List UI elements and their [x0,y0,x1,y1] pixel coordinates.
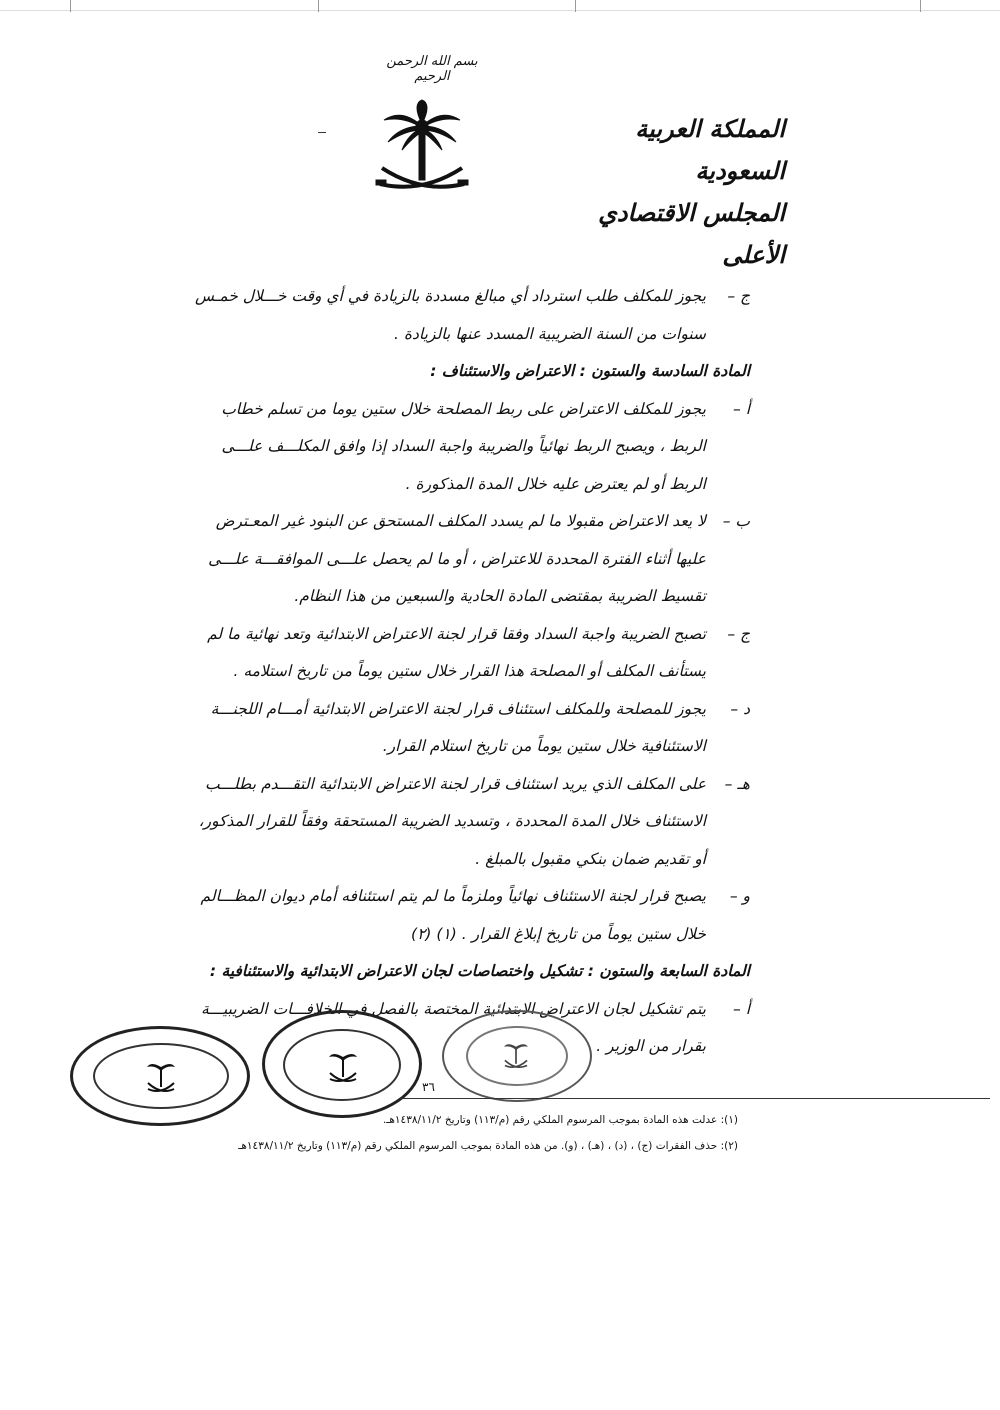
clause-text: يجوز للمكلف الاعتراض على ربط المصلحة خلال ستين يوما من تسلم خطاب [221,399,706,418]
article-66-heading: المادة السادسة والستون : الاعتراض والاستئناف : [430,362,750,380]
clause-text: يجوز للمكلف طلب استرداد أي مبالغ مسددة بالزيادة في أي وقت خـــلال خمـس [194,287,706,305]
clause-text: يصبح قرار لجنة الاستئناف نهائياً وملزماً ما لم يتم استئنافه أمام ديوان المظـــالم [200,887,706,905]
clause-text: لا يعد الاعتراض مقبولا ما لم يسدد المكلف المستحق عن البنود غير المعـترض [215,512,706,530]
palm-swords-emblem-icon [372,98,472,208]
clause-continuation: بقرار من الوزير . [596,1037,706,1055]
clause-continuation: أو تقديم ضمان بنكي مقبول بالمبلغ . [475,849,706,868]
clause-marker: د – [730,699,750,718]
clause-line [110,503,750,541]
basmala: بسم الله الرحمن الرحيم [386,54,478,84]
scan-mark [318,132,326,133]
article-body [110,278,750,1066]
clause-text: يتم تشكيل لجان الاعتراض الابتدائية المختصة بالفصل في الخلافـــات الضريبيـــة [201,999,706,1018]
clause-marker: أ – [733,399,750,418]
letterhead [545,108,785,276]
edge-tick [70,0,71,12]
seal-stamp-icon [70,1026,250,1126]
clause-continuation: الاستئناف خلال المدة المحددة ، وتسديد الضريبة المستحقة وفقاً للقرار المذكور، [198,812,706,830]
kingdom-name: المملكة العربية السعودية [635,114,785,185]
clause-text: يجوز للمصلحة وللمكلف استئناف قرار لجنة الاعتراض الابتدائية أمـــام اللجنـــة [210,699,706,718]
clause-continuation: سنوات من السنة الضريبية المسدد عنها بالزيادة . [394,324,706,343]
top-edge-line [0,10,1000,11]
council-name: المجلس الاقتصادي الأعلى [598,198,785,269]
clause-marker: و – [729,887,750,905]
clause-continuation: خلال ستين يوماً من تاريخ إبلاغ القرار . (١) (٢) [411,924,706,943]
edge-tick [920,0,921,12]
clause-marker: أ – [733,999,750,1018]
clause-marker: ب – [722,512,750,530]
edge-tick [575,0,576,12]
clause-line [110,766,750,804]
palm-swords-emblem-icon [502,1040,530,1074]
clause-continuation: الربط أو لم يعترض عليه خلال المدة المذكورة . [405,474,706,493]
palm-swords-emblem-icon [145,1059,177,1099]
clause-line [110,278,750,316]
clause-line [110,991,750,1029]
clause-line [110,878,750,916]
palm-swords-emblem-icon [327,1049,359,1089]
clause-continuation: عليها أثناء الفترة المحددة للاعتراض ، أو ما لم يحصل علـــى الموافقـــة علـــى [208,549,706,568]
seal-stamp-icon [442,1010,592,1102]
seal-stamp-icon [262,1010,422,1118]
clause-marker: ج – [727,624,750,643]
clause-continuation: الربط ، ويصبح الربط نهائياً والضريبة واجبة السداد إذا وافق المكلـــف علـــى [221,437,706,455]
clause-line [110,391,750,429]
clause-continuation: تقسيط الضريبة بمقتضى المادة الحادية والسبعين من هذا النظام. [294,587,706,605]
clause-continuation: الاستئنافية خلال ستين يوماً من تاريخ استلام القرار. [382,737,706,755]
footnote-1: (١): عدلت هذه المادة بموجب المرسوم الملكي رقم (م/١١٣) وتاريخ ١٤٣٨/١١/٢هـ. [382,1114,738,1126]
clause-text: تصبح الضريبة واجبة السداد وفقا قرار لجنة الاعتراض الابتدائية وتعد نهائية ما لم [207,624,706,643]
clause-marker: ج – [727,287,750,305]
edge-tick [318,0,319,12]
clause-continuation: يستأنف المكلف أو المصلحة هذا القرار خلال ستين يوماً من تاريخ استلامه . [233,662,706,680]
footnote-separator [400,1098,990,1099]
article-67-heading: المادة السابعة والستون : تشكيل واختصاصات لجان الاعتراض الابتدائية والاستئنافية : [209,962,750,980]
clause-line [110,691,750,729]
clause-line [110,616,750,654]
footnote-2: (٢): حذف الفقرات (ج) ، (د) ، (هـ) ، (و). من هذه المادة بموجب المرسوم الملكي رقم (م/١١٣) وتاريخ ١٤٣٨/١١/٢هـ [238,1140,738,1152]
page-number: ٣٦ [422,1080,435,1094]
clause-text: على المكلف الذي يريد استئناف قرار لجنة الاعتراض الابتدائية التقـــدم بطلـــب [205,774,706,793]
clause-marker: هـ – [724,774,750,793]
